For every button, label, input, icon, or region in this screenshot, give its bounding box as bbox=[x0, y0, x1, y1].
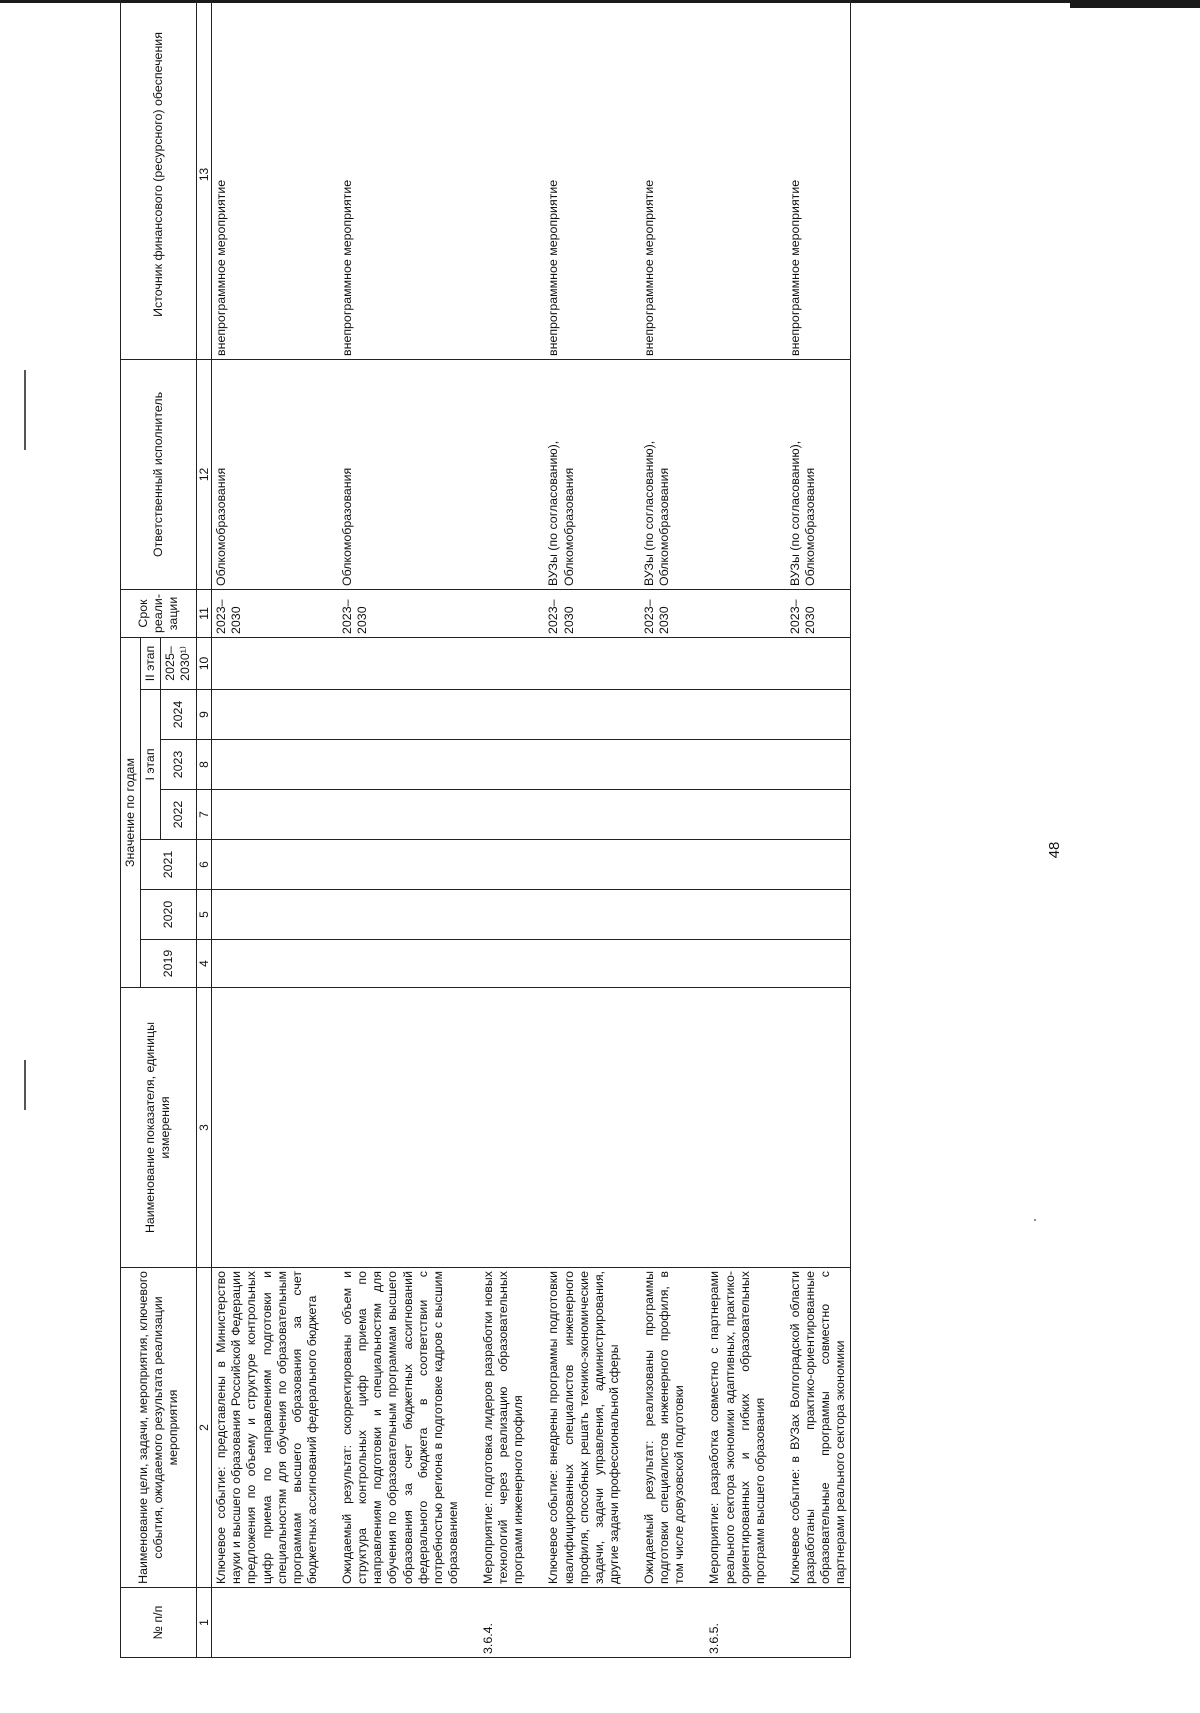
row-num: 3.6.4. bbox=[479, 1588, 528, 1658]
row-num bbox=[212, 1588, 322, 1658]
row-executor bbox=[479, 359, 528, 589]
header-source: Источник финансового (ресурсного) обеспечения bbox=[121, 0, 197, 359]
table-row bbox=[640, 0, 689, 1658]
table-row bbox=[544, 0, 624, 1658]
header-year: 2021 bbox=[141, 840, 196, 890]
row-term bbox=[705, 589, 770, 637]
header-executor: Ответственный исполнитель bbox=[121, 359, 197, 589]
row-source: внепрограммное мероприятие bbox=[640, 0, 689, 359]
column-number: 4 bbox=[196, 940, 212, 988]
header-values: Значение по годам bbox=[121, 637, 141, 987]
row-source: внепрограммное мероприятие bbox=[544, 0, 624, 359]
row-num bbox=[544, 1588, 624, 1658]
row-name: Ожидаемый результат: реализованы программы подготовки специалистов инженерного профиля, в том числе довузовской подготовки bbox=[640, 1268, 689, 1588]
row-term bbox=[479, 589, 528, 637]
header-year: 2023 bbox=[161, 740, 196, 790]
row-executor bbox=[705, 359, 770, 589]
row-num bbox=[786, 1588, 851, 1658]
header-year: 2024 bbox=[161, 690, 196, 740]
table-row bbox=[338, 0, 463, 1658]
column-number: 9 bbox=[196, 690, 212, 740]
column-number: 11 bbox=[196, 589, 212, 637]
column-number: 10 bbox=[196, 637, 212, 689]
header-stage2: II этап bbox=[141, 637, 161, 689]
column-number: 2 bbox=[196, 1268, 212, 1588]
row-num: 3.6.5. bbox=[705, 1588, 770, 1658]
header-year: 2022 bbox=[161, 790, 196, 840]
row-term: 2023–2030 bbox=[212, 589, 322, 637]
row-term: 2023–2030 bbox=[786, 589, 851, 637]
row-name: Ожидаемый результат: скорректированы объем и структура контрольных цифр приема по направлениям подготовки и специальностям для обучения по образовательным программам высшего образования за счет бюджетных ассигнований федерального бюджета в соответствии с потребностью региона в подготовке кадров с высшим образованием bbox=[338, 1268, 463, 1588]
column-number: 5 bbox=[196, 890, 212, 940]
header-stage1: I этап bbox=[141, 690, 161, 840]
row-source: внепрограммное мероприятие bbox=[212, 0, 322, 359]
row-source bbox=[479, 0, 528, 359]
row-num bbox=[338, 1588, 463, 1658]
row-executor: Облкомобразования bbox=[338, 359, 463, 589]
header-year: 2020 bbox=[141, 890, 196, 940]
row-num bbox=[640, 1588, 689, 1658]
row-source bbox=[705, 0, 770, 359]
rotated-page bbox=[26, 0, 1176, 1700]
row-term: 2023–2030 bbox=[640, 589, 689, 637]
row-name: Ключевое событие: в ВУЗах Волгоградской области разработаны практико-ориентированные образовательные программы совместно с партнерами реального сектора экономики bbox=[786, 1268, 851, 1588]
table-row bbox=[786, 0, 851, 1658]
row-name: Мероприятие: разработка совместно с партнерами реального сектора экономики адаптивных, практико-ориентированных и гибких образовательных программ высшего образования bbox=[705, 1268, 770, 1588]
row-executor: ВУЗы (по согласованию), Облкомобразования bbox=[640, 359, 689, 589]
scan-speck bbox=[1034, 1219, 1036, 1221]
plan-table bbox=[120, 0, 851, 1658]
column-number: 12 bbox=[196, 359, 212, 589]
row-name: Ключевое событие: внедрены программы подготовки квалифицированных специалистов инженерного профиля, способных решать технико-экономические задачи, задачи управления, администрирования, другие задачи профессиональной сферы bbox=[544, 1268, 624, 1588]
column-number: 3 bbox=[196, 988, 212, 1268]
row-executor: Облкомобразования bbox=[212, 359, 322, 589]
table-row bbox=[479, 0, 528, 1658]
row-executor: ВУЗы (по согласованию), Облкомобразования bbox=[544, 359, 624, 589]
table-row bbox=[212, 0, 322, 1658]
header-num: № п/п bbox=[121, 1588, 197, 1658]
header-year: 2025–2030¹⁾ bbox=[161, 637, 196, 689]
header-indicator: Наименование показателя, единицы измерения bbox=[121, 988, 197, 1268]
header-name: Наименование цели, задачи, мероприятия, ключевого события, ожидаемого результата реализации мероприятия bbox=[121, 1268, 197, 1588]
column-number: 8 bbox=[196, 740, 212, 790]
table-row bbox=[705, 0, 770, 1658]
column-number: 13 bbox=[196, 0, 212, 359]
row-source: внепрограммное мероприятие bbox=[338, 0, 463, 359]
row-source: внепрограммное мероприятие bbox=[786, 0, 851, 359]
page-number: 48 bbox=[1046, 841, 1063, 859]
header-term: Срок реали-зации bbox=[121, 589, 197, 637]
row-name: Мероприятие: подготовка лидеров разработки новых технологий через реализацию образовательных программ инженерного профиля bbox=[479, 1268, 528, 1588]
row-executor: ВУЗы (по согласованию), Облкомобразования bbox=[786, 359, 851, 589]
row-term: 2023–2030 bbox=[544, 589, 624, 637]
row-name: Ключевое событие: представлены в Министерство науки и высшего образования Российской Федерации предложения по объему и структуре контрольных цифр приема по направлениям подготовки и специальностям для обучения по образовательным программам высшего образования за счет бюджетных ассигнований федерального бюджета bbox=[212, 1268, 322, 1588]
header-year: 2019 bbox=[141, 940, 196, 988]
column-number: 6 bbox=[196, 840, 212, 890]
column-number: 7 bbox=[196, 790, 212, 840]
row-term: 2023–2030 bbox=[338, 589, 463, 637]
column-number: 1 bbox=[196, 1588, 212, 1658]
